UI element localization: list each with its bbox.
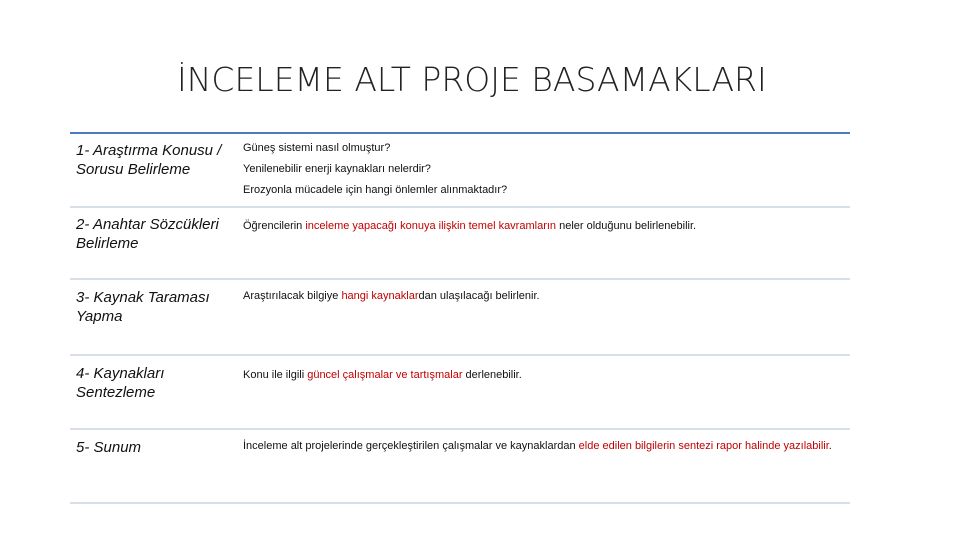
step-description bbox=[243, 287, 846, 306]
highlight-text: hangi kaynaklar bbox=[341, 290, 419, 302]
step-label: 2- Anahtar Sözcükleri Belirleme bbox=[76, 216, 219, 252]
description-text: dan ulaşılacağı belirlenir. bbox=[418, 290, 540, 302]
step-label: 1- Araştırma Konusu / Sorusu Belirleme bbox=[76, 142, 222, 178]
question-item: Güneş sistemi nasıl olmuştur? bbox=[243, 142, 391, 154]
highlight-text: elde edilen bilgilerin sentezi rapor halinde yazılabilir bbox=[578, 440, 829, 452]
step-label: 4- Kaynakları Sentezleme bbox=[76, 365, 165, 401]
description-text: neler olduğunu belirlenebilir. bbox=[556, 220, 697, 232]
highlight-text: güncel çalışmalar ve tartışmalar bbox=[307, 369, 463, 381]
step-description bbox=[243, 366, 846, 385]
table-row bbox=[70, 430, 850, 502]
table-bottom-rule bbox=[70, 502, 850, 504]
table-row bbox=[70, 132, 850, 206]
description-text: Öğrencilerin bbox=[243, 220, 306, 232]
table-row bbox=[70, 356, 850, 426]
step-description bbox=[243, 138, 846, 201]
question-item: Erozyonla mücadele için hangi önlemler alınmaktadır? bbox=[243, 184, 508, 196]
description-text: İnceleme alt projelerinde gerçekleştirilen çalışmalar ve kaynaklardan bbox=[243, 440, 579, 452]
step-description bbox=[243, 217, 846, 236]
description-text: derlenebilir. bbox=[462, 369, 522, 381]
step-label: 3- Kaynak Taraması Yapma bbox=[76, 289, 210, 325]
step-description bbox=[243, 440, 846, 452]
question-item: Yenilenebilir enerji kaynakları nelerdir? bbox=[243, 163, 431, 175]
description-text: Konu ile ilgili bbox=[243, 369, 308, 381]
step-label: 5- Sunum bbox=[76, 439, 142, 456]
table-row bbox=[70, 280, 850, 354]
page-title: İNCELEME ALT PROJE BASAMAKLARI bbox=[177, 60, 767, 99]
description-text: . bbox=[828, 440, 832, 452]
highlight-text: inceleme yapacağı konuya ilişkin temel kavramların bbox=[305, 220, 557, 232]
table-row bbox=[70, 208, 850, 278]
description-text: Araştırılacak bilgiye bbox=[243, 290, 342, 302]
